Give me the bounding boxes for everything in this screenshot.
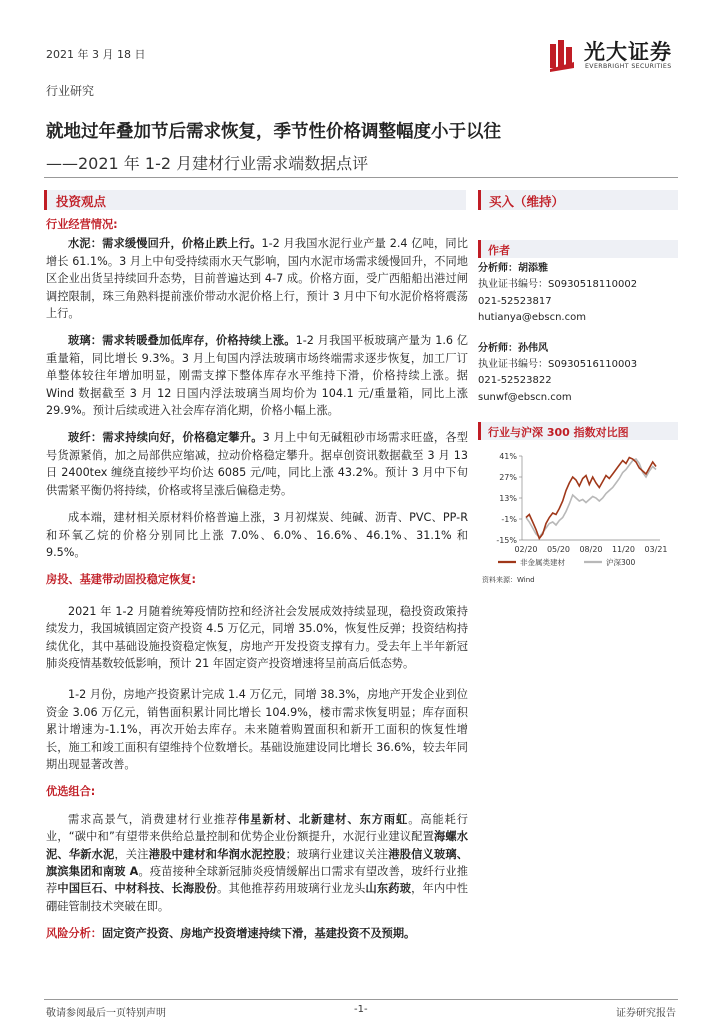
x-tick-label: 08/20 [579,545,603,554]
logo-text: 光大证券 [584,40,672,64]
title-divider [44,177,678,178]
logo-en-text: EVERBRIGHT SECURITIES [585,63,672,70]
section-title: 房投、基建带动固投稳定恢复: [46,573,196,587]
author-name: 分析师：胡添雅 [478,263,548,274]
footer-divider [44,999,678,1000]
x-tick-label: 11/20 [611,545,636,554]
chart-source: 资料来源：Wind [482,576,535,584]
author-phone: 021-52523822 [478,375,552,387]
section-header-views: 投资观点 [44,190,466,210]
y-tick-label: 13% [499,494,517,503]
paragraph-investment: 2021 年 1-2 月随着统筹疫情防控和经济社会发展成效持续显现，稳投资政策持续发力，我国城镇固定资产投资 4.5 万亿元，同增 35.0%，恢复性反弹；投资结构持续优化，其中基础设施投资稳定恢复，房地产开发投资支撑有力。受去年上半年新冠肺炎疫情基数较低影响，预计 21 年固定资产投资增速将呈前高后低态势。 [46,604,469,670]
y-tick-label: 27% [499,473,517,482]
author-1 [478,261,678,327]
y-tick-label: 41% [499,452,517,461]
x-tick-label: 05/20 [546,545,571,554]
author-email: sunwf@ebscn.com [478,391,572,403]
report-title: 就地过年叠加节后需求恢复，季节性价格调整幅度小于以往 [46,122,501,142]
section-title: 优选组合: [46,785,96,799]
author-2 [478,341,678,407]
authors-header: 作者 [478,240,678,258]
chart-svg [478,448,678,575]
rating-header: 买入（维持） [478,190,678,210]
report-date: 2021 年 3 月 18 日 [46,48,146,61]
x-tick-label: 03/21 [644,545,668,554]
main-body [46,216,468,943]
paragraph-property: 1-2 月份，房地产投资累计完成 1.4 万亿元，同增 38.3%，房地产开发企业到位资金 3.06 万亿元，销售面积累计同比增长 104.9%，楼市需求恢复明显；库存面积累计增速为-1.1%，再次开始去库存。未来随着购置面积和新开工面积的恢复性增长，施工和竣工面积有望维持个位数增长。基础设施建设同比增长 36.6%，较去年同期出现显著改善。 [46,688,468,771]
chart-header [478,422,678,440]
authors-panel [478,240,678,406]
paragraph-risk: 风险分析：固定资产投资、房地产投资增速持续下滑，基建投资不及预期。 [46,927,416,941]
legend-label: 沪深300 [606,558,636,567]
paragraph-cost: 成本端，建材相关原材料价格普遍上涨，3 月初煤炭、纯碱、沥青、PVC、PP-R 和环氧乙烷的价格分别同比上涨 7.0%、6.0%、16.6%、46.1%、31.1% 和 9.5%。 [46,511,468,559]
everbright-logo-icon [548,38,578,72]
x-tick-label: 02/20 [514,545,538,554]
author-name: 分析师：孙伟风 [478,342,548,354]
paragraph-glass: 玻璃：需求转暖叠加低库存，价格持续上涨。1-2 月我国平板玻璃产量为 1.6 亿重量箱，同比增长 9.3%。3 月上旬国内浮法玻璃市场终端需求逐步恢复，加工厂订单整体较往年增加明显，刚需支撑下整体库存水平维持下滑，价格持续上涨。据 Wind 数据截至 3 月 12 日国内浮法玻璃当周均价为 104.1 元/重量箱，同比上涨 29.9%。预计后续或进入社会库存消化期，价格小幅上涨。 [46,334,468,418]
legend-label: 非金属类建材 [520,558,565,567]
report-subtitle: ——2021 年 1-2 月建材行业需求端数据点评 [46,154,369,173]
logo [548,34,688,80]
performance-chart [478,448,678,588]
section-title: 行业经营情况: [46,218,118,231]
paragraph-fiber: 玻纤：需求持续向好，价格稳定攀升。3 月上中旬无碱粗砂市场需求旺盛，各型号货源紧俏，加之局部供应缩减，拉动价格稳定攀升。据卓创资讯数据截至 3 月 13 日 2400tex 缠绕直接纱平均价达 6085 元/吨，同比上涨 43.2%。预计 3 月中下旬供需紧平衡仍将持续，价格或将呈涨后偏稳走势。 [46,431,468,497]
footer-disclaimer: 敬请参阅最后一页特别声明 [46,1008,166,1019]
author-email: hutianya@ebscn.com [478,312,586,324]
footer-report-type: 证券研究报告 [616,1008,676,1019]
y-tick-label: -1% [501,515,517,524]
y-tick-label: -15% [496,536,517,545]
author-phone: 021-52523817 [478,295,552,307]
page-number: -1- [354,1004,368,1015]
author-cert: 执业证书编号：S0930518110002 [478,279,638,291]
paragraph-cement: 水泥：需求缓慢回升，价格止跌上行。1-2 月我国水泥行业产量 2.4 亿吨，同比增长 61.1%。3 月上中旬受持续雨水天气影响，国内水泥市场需求缓慢回升，不同地区企业出货呈持续回升态势，目前普遍达到 4-7 成。价格方面，受广西船船出港过闸调控限制，珠三角熟料提前涨价带动水泥价格上行，预计 3 月中下旬水泥价格将震荡上行。 [46,237,468,321]
report-category: 行业研究 [46,84,95,98]
paragraph-picks: 需求高景气，消费建材行业推荐伟星新材、北新建材、东方雨虹。高能耗行业，“碳中和”有望带来供给总量控制和优势企业份额提升，水泥行业建议配置海螺水泥、华新水泥，关注港股中建材和华润水泥控股；玻璃行业建议关注港股信义玻璃、旗滨集团和南玻 A。疫苗接种全球新冠肺炎疫情缓解出口需求有望改善，玻纤行业推荐中国巨石、中材科技、长海股份。其他推荐药用玻璃行业龙头山东药玻，年内中性硼硅管制技术突破在即。 [46,812,468,913]
chart-title: 行业与沪深 300 指数对比图 [488,426,629,439]
author-cert: 执业证书编号：S0930516110003 [478,359,638,371]
